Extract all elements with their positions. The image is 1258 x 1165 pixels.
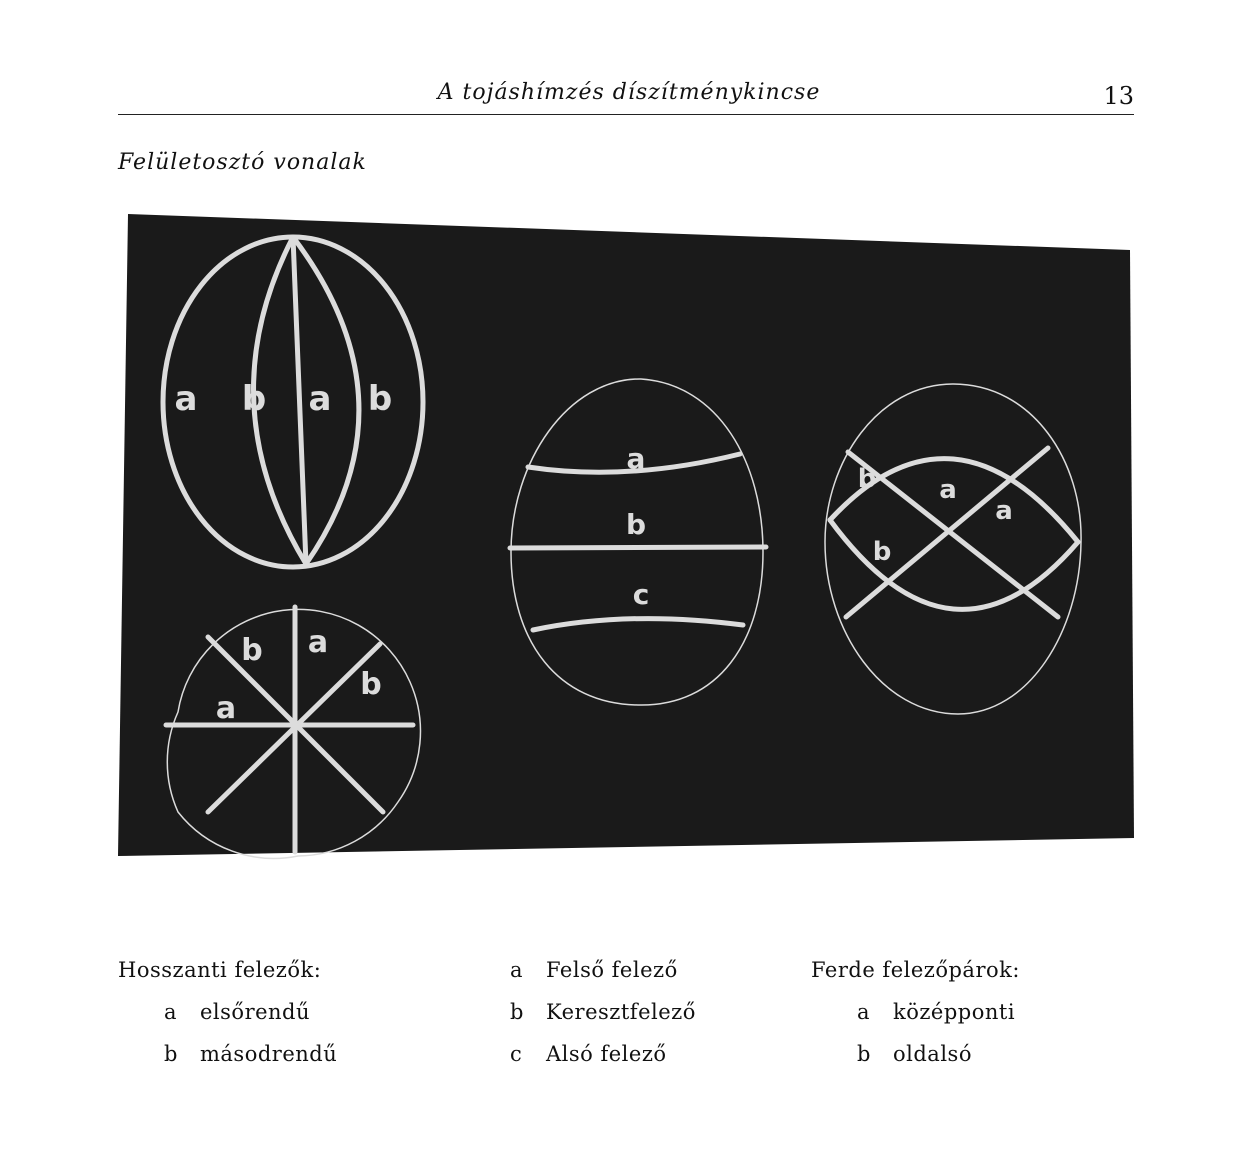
egg2-label-b-left: b (241, 633, 263, 668)
legend-item (118, 1039, 337, 1081)
running-title: A tojáshímzés díszítménykincse (437, 80, 821, 105)
legend-letter: b (857, 1042, 871, 1066)
header-rule (118, 114, 1134, 115)
legend-item (510, 1039, 696, 1081)
legend-column-1 (118, 955, 337, 1081)
legend-column-3 (811, 955, 1020, 1081)
egg1-label-a-left: a (174, 379, 198, 419)
legend-text: elsőrendű (200, 1000, 311, 1024)
legend-text: másodrendű (200, 1042, 338, 1066)
egg4-label-b-left: b (872, 537, 892, 567)
page-number: 13 (1103, 82, 1134, 110)
egg1-label-b-left: b (241, 379, 267, 419)
legend-text: Alsó felező (546, 1042, 667, 1066)
legend-letter: b (164, 1042, 178, 1066)
legend-column-2 (510, 955, 696, 1081)
legend-heading-oblique: Ferde felezőpárok: (811, 958, 1020, 982)
legend-text: Felső felező (546, 958, 678, 982)
egg2-label-a-top: a (307, 625, 329, 660)
legend-item (811, 997, 1020, 1039)
legend-item (510, 955, 696, 997)
egg1-label-a-right: a (308, 379, 332, 419)
legend-letter: a (164, 1000, 178, 1024)
legend-letter: c (510, 1042, 523, 1066)
egg4-label-a-center: a (939, 475, 957, 505)
egg3-label-b: b (625, 508, 647, 541)
legend-item (510, 997, 696, 1039)
legend-heading-longitudinal: Hosszanti felezők: (118, 958, 322, 982)
figure-photo (118, 212, 1136, 860)
legend-letter: a (857, 1000, 871, 1024)
egg3-label-c: c (632, 578, 650, 611)
legend-text: középponti (893, 1000, 1016, 1024)
legend-letter: b (510, 1000, 524, 1024)
legend-item (118, 997, 337, 1039)
egg2-label-a-left: a (215, 691, 237, 726)
egg4-label-a-right: a (995, 496, 1013, 526)
egg2-label-b-right: b (360, 667, 382, 702)
legend-text: Keresztfelező (546, 1000, 696, 1024)
figure-caption: Felületosztó vonalak (118, 150, 367, 175)
legend-letter: a (510, 958, 524, 982)
egg1-label-b-right: b (367, 379, 393, 419)
egg3-label-a: a (626, 442, 646, 475)
legend-item (811, 1039, 1020, 1081)
legend-text: oldalsó (893, 1042, 972, 1066)
egg4-label-b-top: b (857, 464, 877, 494)
